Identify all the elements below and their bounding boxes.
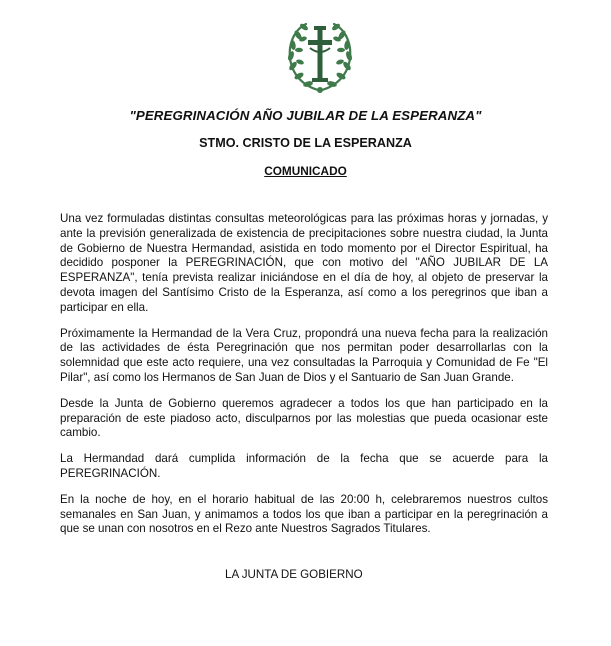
paragraph: La Hermandad dará cumplida información de la fecha que se acuerde para la PEREGRINACIÓN. bbox=[60, 452, 548, 480]
paragraph: Desde la Junta de Gobierno queremos agradecer a todos los que han participado en la preparación de este piadoso acto, disculparnos por las molestias que pueda ocasionar este cambio. bbox=[60, 396, 548, 440]
paragraph: Una vez formuladas distintas consultas meteorológicas para las próximas horas y jornadas, y ante la previsión generalizada de existencia de precipitaciones sobre nuestra ciudad, la Junta de Gobierno de Nuestra Hermandad, asistida en todo momento por el Director Espiritual, ha decidido posponer la PEREGRINACIÓN, que con motivo del "AÑO JUBILAR DE LA ESPERANZA", tenía prevista realizar iniciándose en el día de hoy, al objeto de preservar la devota imagen del Santísimo Cristo de la Esperanza, así como a los peregrinos que iban a participar en ella. bbox=[60, 212, 548, 314]
document-body bbox=[60, 212, 548, 548]
document-subtitle: STMO. CRISTO DE LA ESPERANZA bbox=[199, 136, 412, 150]
cross-wreath-emblem-icon bbox=[284, 18, 356, 96]
document-heading: COMUNICADO bbox=[264, 164, 347, 178]
paragraph: Próximamente la Hermandad de la Vera Cruz, propondrá una nueva fecha para la realización de las actividades de ésta Peregrinación que nos permitan poder desarrollarlas con la solemnidad que este acto requiere, una vez consultadas la Parroquia y Comunidad de Fe "El Pilar", así como los Hermanos de San Juan de Dios y el Santuario de San Juan Grande. bbox=[60, 326, 548, 384]
signature: LA JUNTA DE GOBIERNO bbox=[225, 568, 363, 581]
paragraph: En la noche de hoy, en el horario habitual de las 20:00 h, celebraremos nuestros cultos semanales en San Juan, y animamos a todos los que iban a participar en la peregrinación a que se unan con nosotros en el Rezo ante Nuestros Sagrados Titulares. bbox=[60, 492, 548, 536]
document-title: "PEREGRINACIÓN AÑO JUBILAR DE LA ESPERANZA" bbox=[129, 108, 482, 123]
